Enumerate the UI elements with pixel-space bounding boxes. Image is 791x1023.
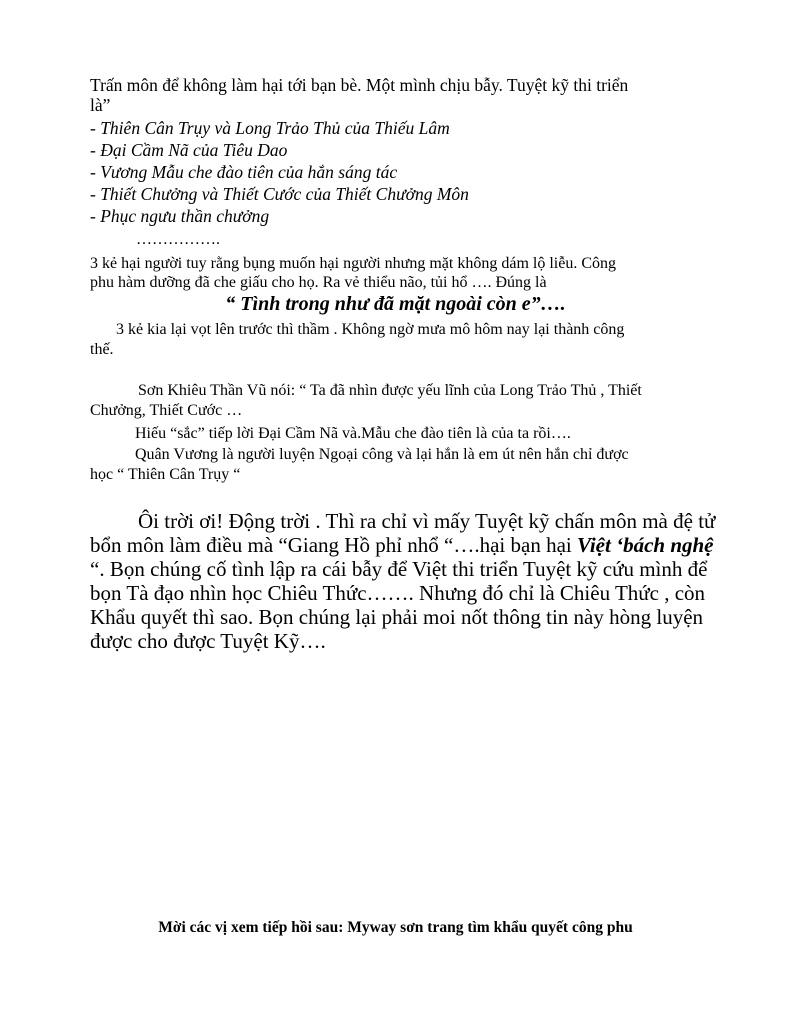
para4-line-3: “. Bọn chúng cố tình lập ra cái bẫy để Việt thi triển Tuyệt kỹ cứu mình để <box>90 557 708 581</box>
para4-line-1: Ôi trời ơi! Động trời . Thì ra chỉ vì mấy Tuyệt kỹ chấn môn mà đệ tử <box>138 509 716 533</box>
para1-line-1: 3 kẻ hại người tuy rằng bụng muốn hại người nhưng mặt không dám lộ liễu. Công <box>90 255 616 272</box>
para4-line-2 <box>90 533 714 557</box>
para3-line-5: học “ Thiên Cân Trụy “ <box>90 466 241 483</box>
para1-line-2: phu hàm dưỡng đã che giấu cho họ. Ra vẻ thiểu não, tủi hổ …. Đúng là <box>90 274 547 291</box>
para4-line-6: được cho được Tuyệt Kỹ…. <box>90 629 326 653</box>
skill-item-3: - Vương Mẫu che đào tiên của hắn sáng tác <box>90 162 398 182</box>
skill-item-5: - Phục ngưu thần chưởng <box>90 206 270 226</box>
para2-line-2: thế. <box>90 341 114 358</box>
para3-line-3: Hiếu “sắc” tiếp lời Đại Cầm Nã và.Mẫu che đào tiên là của ta rồi…. <box>135 425 571 442</box>
skill-item-4: - Thiết Chưởng và Thiết Cước của Thiết Chưởng Môn <box>90 184 469 204</box>
para4-line-5: Khẩu quyết thì sao. Bọn chúng lại phải moi nốt thông tin này hòng luyện <box>90 605 704 629</box>
para4-line-4: bọn Tà đạo nhìn học Chiêu Thức……. Nhưng đó chỉ là Chiêu Thức , còn <box>90 581 706 605</box>
ellipsis-line: ……………. <box>136 231 220 248</box>
para3-line-4: Quân Vương là người luyện Ngoại công và lại hắn là em út nên hắn chỉ được <box>135 446 629 463</box>
intro-line-1: Trấn môn để không làm hại tới bạn bè. Một mình chịu bẫy. Tuyệt kỹ thi triển <box>90 75 629 95</box>
intro-line-2: là” <box>90 95 111 115</box>
para3-line-1: Sơn Khiêu Thần Vũ nói: “ Ta đã nhìn được yếu lĩnh của Long Trảo Thủ , Thiết <box>138 382 642 399</box>
footer-next-chapter: Mời các vị xem tiếp hồi sau: Myway sơn trang tìm khẩu quyết công phu <box>158 919 633 936</box>
para4-line-2-emphasis: Việt ‘bách nghệ <box>576 533 714 557</box>
para2-line-1: 3 kẻ kia lại vọt lên trước thì thầm . Không ngờ mưa mô hôm nay lại thành công <box>116 321 625 338</box>
poem-quote: “ Tình trong như đã mặt ngoài còn e”…. <box>225 293 566 315</box>
skill-item-2: - Đại Cầm Nã của Tiêu Dao <box>90 140 288 160</box>
para3-line-2: Chưởng, Thiết Cước … <box>90 402 243 419</box>
para4-line-2-text: bổn môn làm điều mà “Giang Hồ phỉ nhổ “….hại bạn hại <box>90 533 577 557</box>
skill-item-1: - Thiên Cân Trụy và Long Trảo Thủ của Thiếu Lâm <box>90 118 450 138</box>
